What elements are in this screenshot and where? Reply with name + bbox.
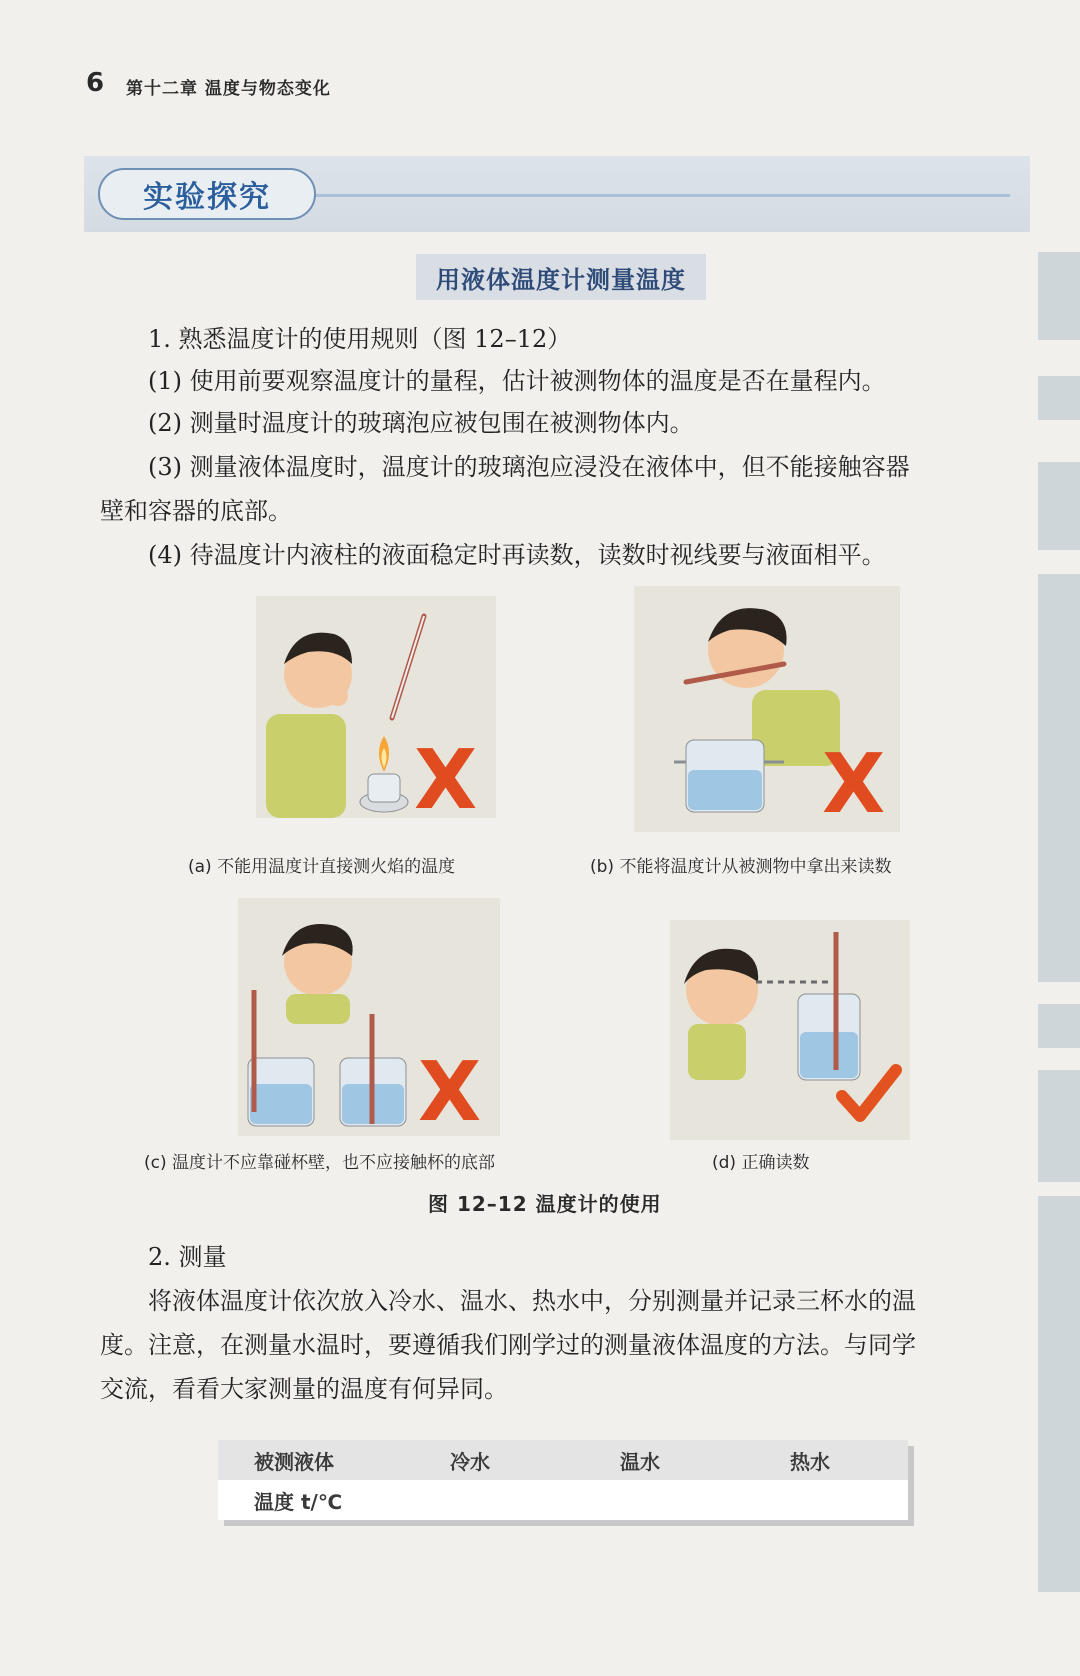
experiment-title: 用液体温度计测量温度 (416, 254, 706, 300)
side-tab (1038, 574, 1080, 982)
page-number: 6 (86, 68, 105, 98)
illustration-boy-flame (256, 596, 496, 818)
banner-rule (310, 194, 1010, 197)
figure-title: 图 12–12 温度计的使用 (428, 1192, 662, 1216)
caption-d: (d) 正确读数 (712, 1153, 810, 1173)
table-header-liquid: 被测液体 (254, 1449, 334, 1474)
table-row-label: 温度 t/℃ (254, 1489, 343, 1514)
rule-3: (3) 测量液体温度时，温度计的玻璃泡应浸没在液体中，但不能接触容器 (148, 453, 910, 481)
rule-3-continued: 壁和容器的底部。 (100, 497, 292, 525)
illustration-boy-touching-wall (238, 898, 500, 1136)
rule-2: (2) 测量时温度计的玻璃泡应被包围在被测物体内。 (148, 409, 694, 437)
figure-d-correct-reading (670, 920, 910, 1140)
cross-mark-icon: X (414, 733, 478, 818)
side-tab (1038, 1004, 1080, 1048)
table-header-warm: 温水 (620, 1449, 660, 1474)
side-tab (1038, 462, 1080, 550)
table-row (218, 1480, 908, 1520)
side-tab (1038, 1196, 1080, 1592)
figure-a-flame (256, 596, 496, 818)
table-header-cold: 冷水 (450, 1449, 490, 1474)
measure-line-3: 交流，看看大家测量的温度有何异同。 (100, 1375, 508, 1403)
side-tab (1038, 1070, 1080, 1182)
figure-c-touching-wall (238, 898, 500, 1136)
illustration-boy-out-of-water (634, 586, 900, 832)
step2-heading: 2. 测量 (148, 1243, 227, 1271)
caption-b: (b) 不能将温度计从被测物中拿出来读数 (590, 857, 892, 877)
step1-heading: 1. 熟悉温度计的使用规则（图 12–12） (148, 325, 572, 353)
temperature-table (218, 1440, 908, 1520)
table-header-row (218, 1440, 908, 1480)
measure-line-1: 将液体温度计依次放入冷水、温水、热水中，分别测量并记录三杯水的温 (148, 1287, 916, 1315)
caption-a: (a) 不能用温度计直接测火焰的温度 (188, 857, 456, 877)
side-tab (1038, 376, 1080, 420)
rule-4: (4) 待温度计内液柱的液面稳定时再读数，读数时视线要与液面相平。 (148, 541, 886, 569)
cross-mark-icon: X (822, 737, 886, 832)
figure-b-out-of-water (634, 586, 900, 832)
chapter-title: 第十二章 温度与物态变化 (126, 79, 331, 99)
caption-c: (c) 温度计不应靠碰杯壁，也不应接触杯的底部 (144, 1153, 496, 1173)
side-tab (1038, 252, 1080, 340)
rule-1: (1) 使用前要观察温度计的量程，估计被测物体的温度是否在量程内。 (148, 367, 886, 395)
illustration-boy-correct-reading (670, 920, 910, 1140)
cross-mark-icon: X (418, 1045, 482, 1136)
section-label: 实验探究 (98, 168, 316, 220)
table-header-hot: 热水 (790, 1449, 830, 1474)
measure-line-2: 度。注意，在测量水温时，要遵循我们刚学过的测量液体温度的方法。与同学 (100, 1331, 916, 1359)
